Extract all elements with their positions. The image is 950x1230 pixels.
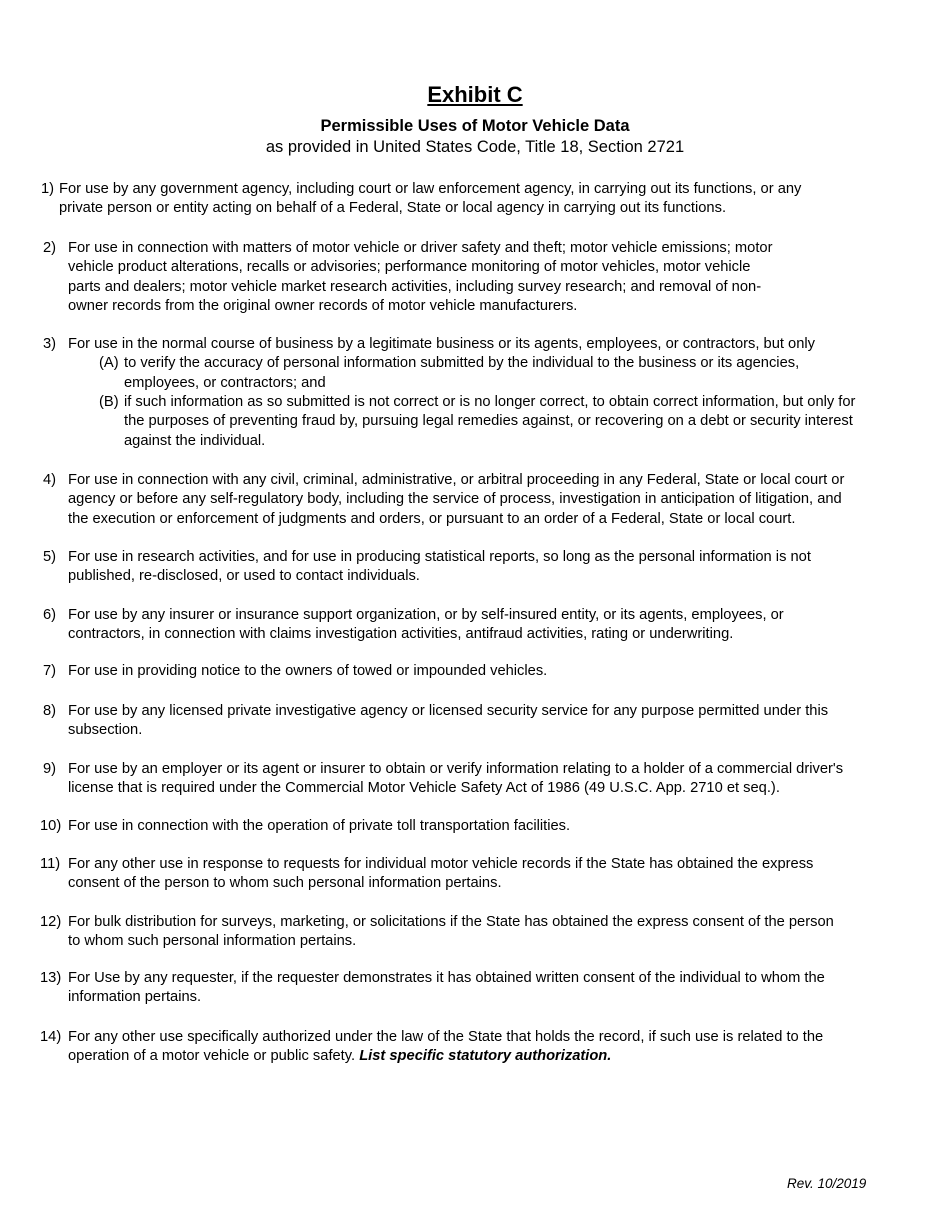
item-text-line: parts and dealers; motor vehicle market research activities, including survey research; and removal of non- xyxy=(68,278,762,295)
subitem-text-line: the purposes of preventing fraud by, pursuing legal remedies against, or recovering on a debt or security interest xyxy=(124,413,853,430)
item-text-line: agency or before any self-regulatory body, including the service of process, investigation in anticipation of litigation, and xyxy=(68,491,842,508)
document-citation: as provided in United States Code, Title 18, Section 2721 xyxy=(265,138,685,156)
item-text-line: contractors, in connection with claims investigation activities, antifraud activities, rating or underwriting. xyxy=(68,626,734,643)
item-text-line: For use by an employer or its agent or insurer to obtain or verify information relating to a holder of a commercial driver's xyxy=(68,761,844,777)
item-number: 12) xyxy=(40,914,62,930)
item-number: 8) xyxy=(43,703,57,719)
item-text-line: For use by any insurer or insurance support organization, or by self-insured entity, or its agents, employees, or xyxy=(68,607,784,623)
item-text-line: private person or entity acting on behalf of a Federal, State or local agency in carrying out its functions. xyxy=(59,200,727,217)
item-text-line: license that is required under the Commercial Motor Vehicle Safety Act of 1986 (49 U.S.C. App. 2710 et seq.). xyxy=(68,780,780,797)
item-text-line: published, re-disclosed, or used to contact individuals. xyxy=(68,568,420,585)
item-number: 3) xyxy=(43,336,57,352)
item-number: 11) xyxy=(40,856,61,872)
item-number: 13) xyxy=(40,970,62,986)
item-number: 6) xyxy=(43,607,57,623)
item-text-line: to whom such personal information pertains. xyxy=(68,933,357,950)
subitem-text-line: if such information as so submitted is not correct or is no longer correct, to obtain correct information, but only for xyxy=(124,393,856,410)
item-text-line: For bulk distribution for surveys, marketing, or solicitations if the State has obtained the express consent of the person xyxy=(68,914,834,930)
item-text-line: For use in connection with matters of motor vehicle or driver safety and theft; motor vehicle emissions; motor xyxy=(68,240,773,256)
item-number: 4) xyxy=(43,472,57,488)
item-number: 1) xyxy=(41,181,55,197)
document-subtitle: Permissible Uses of Motor Vehicle Data xyxy=(320,117,630,135)
item-text-line: For any other use specifically authorized under the law of the State that holds the record, if such use is related to the xyxy=(68,1029,824,1045)
item-number: 2) xyxy=(43,240,57,256)
item-number: 7) xyxy=(43,663,57,679)
item-text-line: For use in the normal course of business by a legitimate business or its agents, employees, or contractors, but only xyxy=(68,336,815,352)
item-text-line: For use in connection with any civil, criminal, administrative, or arbitral proceeding in any Federal, State or local court or xyxy=(68,472,845,488)
subitem-text-line: to verify the accuracy of personal information submitted by the individual to the business or its agencies, xyxy=(124,355,800,372)
item-text-line: For use by any licensed private investigative agency or licensed security service for any purpose permitted under this xyxy=(68,703,829,719)
item-number: 14) xyxy=(40,1029,62,1045)
item-number: 9) xyxy=(43,761,57,777)
item-text-line: For use in research activities, and for use in producing statistical reports, so long as the personal information is not xyxy=(68,549,811,565)
subitem-text-line: against the individual. xyxy=(124,432,266,449)
item-text-line: For any other use in response to requests for individual motor vehicle records if the State has obtained the express xyxy=(68,856,814,872)
subitem-label: (B) xyxy=(99,393,119,410)
item-number: 10) xyxy=(40,818,62,834)
item-text-line: operation of a motor vehicle or public safety. List specific statutory authorization. xyxy=(68,1048,612,1065)
item-number: 5) xyxy=(43,549,57,565)
item-text-line: subsection. xyxy=(68,722,143,739)
item-text-line: For use by any government agency, including court or law enforcement agency, in carrying out its functions, or any xyxy=(59,181,802,197)
revision-footer: Rev. 10/2019 xyxy=(787,1176,867,1191)
item-text-line: the execution or enforcement of judgments and orders, or pursuant to an order of a Federal, State or local court. xyxy=(68,510,796,527)
subitem-label: (A) xyxy=(99,355,119,372)
item-text-line: For use in providing notice to the owners of towed or impounded vehicles. xyxy=(68,663,548,679)
item-text-line: For Use by any requester, if the requester demonstrates it has obtained written consent of the individual to whom the xyxy=(68,970,825,986)
item-text-line: owner records from the original owner records of motor vehicle manufacturers. xyxy=(68,297,578,314)
item-text-line: consent of the person to whom such personal information pertains. xyxy=(68,875,502,892)
item-text-line: For use in connection with the operation of private toll transportation facilities. xyxy=(68,818,571,834)
statutory-authorization-note: List specific statutory authorization. xyxy=(359,1048,612,1065)
subitem-text-line: employees, or contractors; and xyxy=(124,374,326,391)
item-text-line: vehicle product alterations, recalls or advisories; performance monitoring of motor vehicles, motor vehicle xyxy=(68,259,751,276)
document-title: Exhibit C xyxy=(427,82,523,107)
item-text-line: information pertains. xyxy=(68,989,202,1006)
